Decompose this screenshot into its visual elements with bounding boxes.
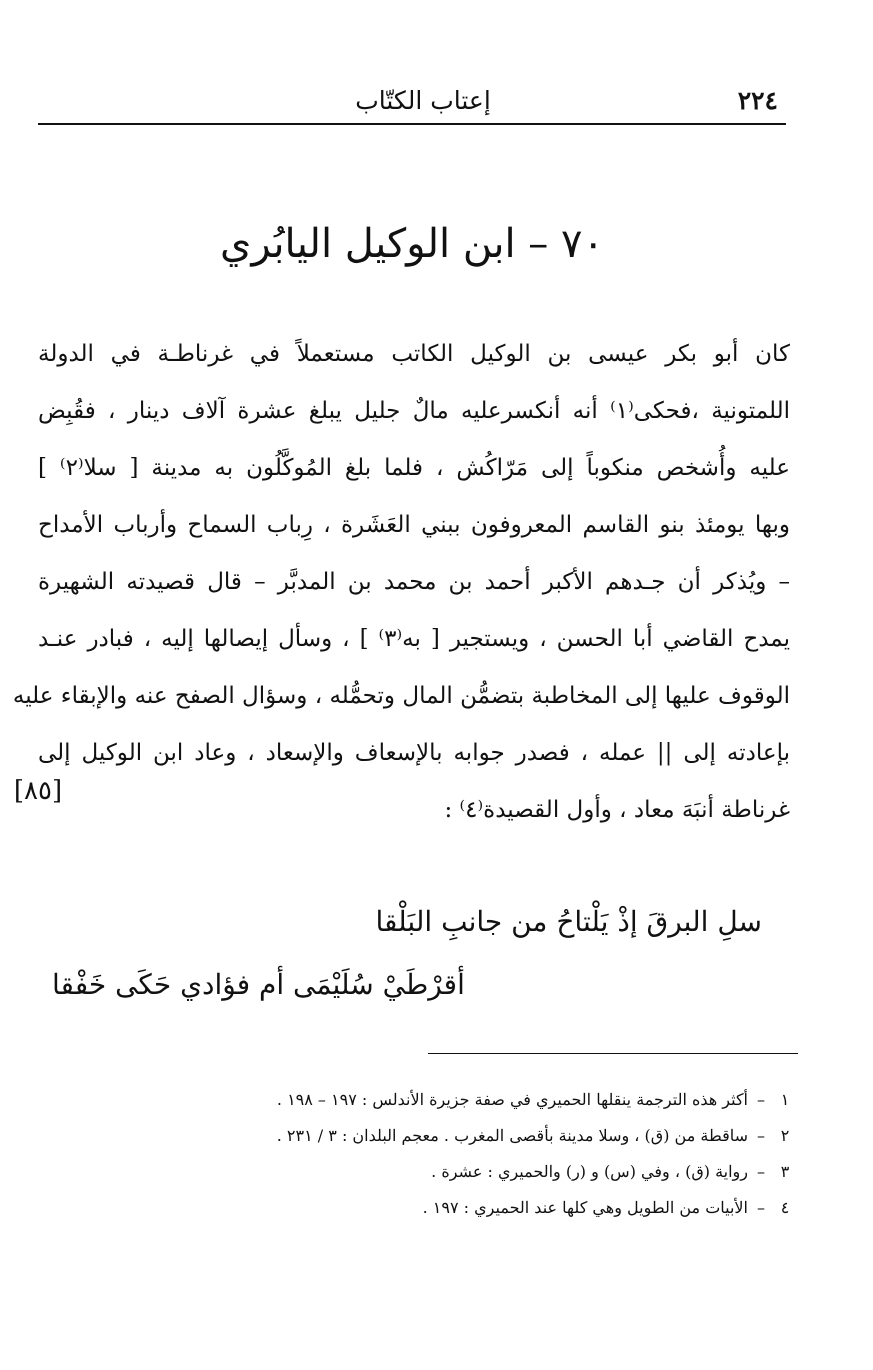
page-number: ٢٢٤ bbox=[737, 86, 778, 115]
verse-hemistich-first bbox=[38, 905, 790, 938]
manuscript-folio-marker: [٨٥] bbox=[13, 776, 63, 806]
running-head bbox=[38, 82, 786, 122]
footnote bbox=[38, 1190, 796, 1226]
footnote-dash: – bbox=[757, 1162, 765, 1181]
footnote-number: ٣ bbox=[780, 1162, 790, 1181]
body-line: عليه وأُشخص منكوباً إلى مَرّاكُش ، فلما بلغ المُوكَّلُون به مدينة [ سلا⁽٢⁾ ] bbox=[38, 455, 790, 481]
footnote-dash: – bbox=[757, 1198, 765, 1217]
chapter-title: ٧٠ – ابن الوكيل اليابُري bbox=[220, 221, 604, 267]
footnote-number: ٤ bbox=[780, 1198, 790, 1217]
body-line: غرناطة أنبَهَ معاد ، وأول القصيدة⁽٤⁾ : bbox=[444, 797, 790, 823]
footnote bbox=[38, 1118, 796, 1154]
body-line: كان أبو بكر عيسى بن الوكيل الكاتب مستعملاً في غرناطـة في الدولة bbox=[38, 341, 790, 367]
body-line: يمدح القاضي أبا الحسن ، ويستجير [ به⁽٣⁾ ] ، وسأل إيصالها إليه ، فبادر عنـد bbox=[38, 626, 791, 652]
footnote-dash: – bbox=[757, 1090, 765, 1109]
footnote-text: رواية (ق) ، وفي (س) و (ر) والحميري : عشرة . bbox=[431, 1162, 748, 1181]
body-line: الوقوف عليها إلى المخاطبة بتضمُّن المال وتحمُّله ، وسؤال الصفح عنه والإبقاء عليه bbox=[12, 683, 790, 709]
body-line: وبها يومئذ بنو القاسم المعروفون ببني العَشَرة ، رِباب السماح وأرباب الأمداح bbox=[38, 512, 790, 538]
footnote-text: أكثر هذه الترجمة ينقلها الحميري في صفة جزيرة الأندلس : ١٩٧ – ١٩٨ . bbox=[276, 1090, 748, 1109]
body-paragraph bbox=[12, 326, 791, 839]
body-line: – ويُذكر أن جـدهم الأكبر أحمد بن محمد بن المدبَّر – قال قصيدته الشهيرة bbox=[38, 569, 790, 595]
footnote-rule bbox=[428, 1053, 798, 1054]
footnote bbox=[38, 1154, 796, 1190]
body-line: بإعادته إلى || عمله ، فصدر جوابه بالإسعاف والإسعاد ، وعاد ابن الوكيل إلى bbox=[38, 740, 790, 766]
footnotes bbox=[38, 1082, 796, 1226]
verse-hemistich-second: أقرْطَيْ سُلَيْمَى أم فؤادي حَكَى خَفْقا bbox=[52, 968, 465, 1001]
footnote-number: ٢ bbox=[780, 1126, 790, 1145]
footnote-number: ١ bbox=[780, 1090, 790, 1109]
footnote-dash: – bbox=[757, 1126, 765, 1145]
footnote-text: ساقطة من (ق) ، وسلا مدينة بأقصى المغرب . معجم البلدان : ٣ / ٢٣١ . bbox=[276, 1126, 748, 1145]
header-rule bbox=[38, 123, 786, 125]
book-title: إعتاب الكتّاب bbox=[355, 86, 491, 115]
footnote-text: الأبيات من الطويل وهي كلها عند الحميري : ١٩٧ . bbox=[422, 1198, 748, 1217]
footnote bbox=[38, 1082, 796, 1118]
body-line: اللمتونية ،فحكى⁽١⁾ أنه أنكسرعليه مالٌ جليل يبلغ عشرة آلاف دينار ، فقُبِض bbox=[38, 398, 791, 424]
verse-text: سلِ البرقَ إذْ يَلْتاحُ من جانبِ البَلْقا bbox=[375, 905, 762, 938]
